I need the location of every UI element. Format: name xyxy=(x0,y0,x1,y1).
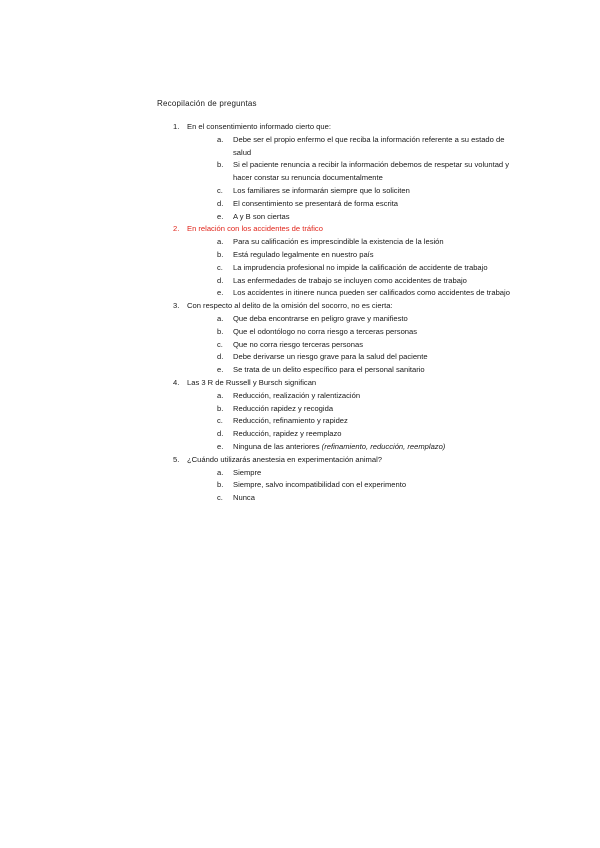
option-text: Los familiares se informarán siempre que lo soliciten xyxy=(233,185,410,195)
option-text: Nunca xyxy=(233,493,255,503)
question-number: 1. xyxy=(173,122,180,131)
option-text: Reducción, rapidez y reemplazo xyxy=(233,429,342,439)
option-letter: a. xyxy=(217,390,224,400)
option-letter: d. xyxy=(217,352,224,362)
option-letter: b. xyxy=(217,326,224,336)
question-number: 4. xyxy=(173,377,180,387)
question-number: 2. xyxy=(173,224,180,234)
option-letter: a. xyxy=(217,134,224,144)
option-text: Debe ser el propio enfermo el que reciba la información referente a su estado de salud xyxy=(233,134,505,157)
option-letter: a. xyxy=(217,237,224,247)
option-c xyxy=(187,185,517,198)
option-e xyxy=(187,211,517,224)
document-title: Recopilación de preguntas xyxy=(157,99,257,108)
question-2 xyxy=(157,223,517,300)
option-letter: d. xyxy=(217,275,224,285)
option-a xyxy=(187,313,517,326)
option-text: El consentimiento se presentará de forma escrita xyxy=(233,198,399,208)
option-text: Siempre, salvo incompatibilidad con el experimento xyxy=(233,480,407,490)
option-letter: a. xyxy=(217,467,224,477)
question-4 xyxy=(157,377,517,454)
option-e xyxy=(187,287,517,300)
option-text: Que el odontólogo no corra riesgo a terceras personas xyxy=(233,326,418,336)
option-list xyxy=(187,390,517,454)
option-d xyxy=(187,198,517,211)
question-5 xyxy=(157,454,517,505)
option-letter: c. xyxy=(217,493,223,503)
option-letter: e. xyxy=(217,365,224,375)
option-letter: e. xyxy=(217,211,224,221)
option-c xyxy=(187,415,517,428)
option-e xyxy=(187,364,517,377)
option-a xyxy=(187,467,517,480)
option-note: (refinamiento, reducción, reemplazo) xyxy=(321,441,446,451)
option-b xyxy=(187,159,517,185)
option-b xyxy=(187,326,517,339)
option-c xyxy=(187,339,517,352)
option-e xyxy=(187,441,517,454)
question-text: Con respecto al delito de la omisión del socorro, no es cierta: xyxy=(187,301,393,311)
question-text: Las 3 R de Russell y Bursch significan xyxy=(187,377,317,387)
option-letter: a. xyxy=(217,313,224,323)
option-text: Reducción, refinamiento y rapidez xyxy=(233,416,348,426)
option-letter: c. xyxy=(217,262,223,272)
question-list xyxy=(157,121,517,505)
option-main-text: Ninguna de las anteriores xyxy=(233,441,320,451)
option-a xyxy=(187,390,517,403)
question-1 xyxy=(157,121,517,223)
option-letter: e. xyxy=(217,441,224,451)
option-letter: c. xyxy=(217,185,223,195)
option-c xyxy=(187,262,517,275)
option-letter: c. xyxy=(217,416,223,426)
option-c xyxy=(187,492,517,505)
option-letter: b. xyxy=(217,249,224,259)
option-text: Está regulado legalmente en nuestro país xyxy=(233,249,374,259)
question-text: En relación con los accidentes de tráfico xyxy=(187,224,323,234)
question-text: ¿Cuándo utilizarás anestesia en experimentación animal? xyxy=(187,454,383,464)
option-text: A y B son ciertas xyxy=(233,211,290,221)
question-number: 5. xyxy=(173,454,180,464)
option-letter: d. xyxy=(217,429,224,439)
option-letter: c. xyxy=(217,339,223,349)
option-d xyxy=(187,428,517,441)
option-text: Que deba encontrarse en peligro grave y manifiesto xyxy=(233,313,408,323)
option-text: Reducción rapidez y recogida xyxy=(233,403,334,413)
option-b xyxy=(187,403,517,416)
question-3 xyxy=(157,300,517,377)
option-letter: d. xyxy=(217,198,224,208)
option-a xyxy=(187,236,517,249)
option-text: La imprudencia profesional no impide la calificación de accidente de trabajo xyxy=(233,262,488,272)
option-list xyxy=(187,313,517,377)
option-a xyxy=(187,134,517,160)
question-text: En el consentimiento informado cierto que: xyxy=(187,122,331,131)
option-text: Si el paciente renuncia a recibir la información debemos de respetar su voluntad y hacer constar su renuncia documentalmente xyxy=(233,160,510,183)
option-b xyxy=(187,479,517,492)
option-text: Para su calificación es imprescindible la existencia de la lesión xyxy=(233,237,444,247)
option-letter: b. xyxy=(217,403,224,413)
option-text: Se trata de un delito específico para el personal sanitario xyxy=(233,365,425,375)
option-letter: b. xyxy=(217,160,224,170)
option-d xyxy=(187,351,517,364)
option-letter: e. xyxy=(217,288,224,298)
option-list xyxy=(187,467,517,505)
option-text: Los accidentes in itinere nunca pueden ser calificados como accidentes de trabajo xyxy=(233,288,510,298)
option-list xyxy=(187,236,517,300)
option-letter: b. xyxy=(217,480,224,490)
option-text xyxy=(233,441,517,454)
option-text: Siempre xyxy=(233,467,262,477)
option-b xyxy=(187,249,517,262)
option-d xyxy=(187,275,517,288)
question-number: 3. xyxy=(173,301,180,311)
option-list xyxy=(187,134,517,224)
option-text: Las enfermedades de trabajo se incluyen como accidentes de trabajo xyxy=(233,275,467,285)
option-text: Reducción, realización y ralentización xyxy=(233,390,361,400)
option-text: Debe derivarse un riesgo grave para la salud del paciente xyxy=(233,352,428,362)
option-text: Que no corra riesgo terceras personas xyxy=(233,339,364,349)
